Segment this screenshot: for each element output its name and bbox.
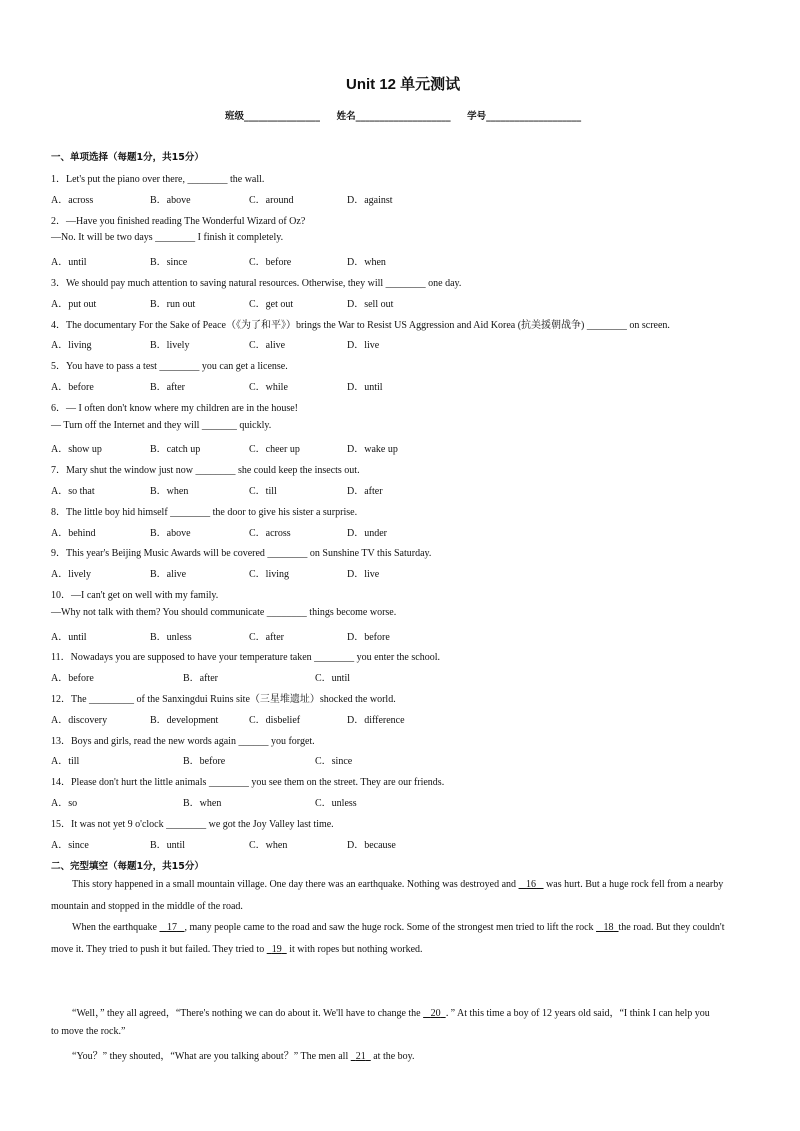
section2-heading: 二、完型填空（每题1分，共15分）: [51, 861, 204, 872]
page-title: Unit 12 单元测试: [346, 76, 461, 93]
answer-option[interactable]: B．when: [183, 798, 222, 809]
answer-option[interactable]: D．sell out: [347, 298, 394, 310]
answer-option[interactable]: B．development: [150, 714, 219, 726]
answer-option[interactable]: B．until: [150, 839, 186, 851]
blank-19[interactable]: 19: [271, 944, 282, 955]
answer-option[interactable]: D．because: [347, 839, 396, 851]
id-field[interactable]: ____________________: [486, 111, 582, 122]
answer-option[interactable]: C．unless: [315, 798, 357, 809]
id-label: 学号: [467, 111, 487, 122]
answer-option[interactable]: B．catch up: [150, 444, 201, 456]
question-stem: 3．We should pay much attention to saving natural resources. Otherwise, they will ________ one day.: [51, 278, 462, 289]
question-stem: 10．—I can't get on well with my family.: [51, 590, 219, 601]
answer-option[interactable]: B．when: [150, 486, 189, 497]
name-field[interactable]: ____________________: [355, 111, 451, 122]
answer-option[interactable]: C．living: [249, 569, 290, 581]
answer-option[interactable]: A．since: [51, 839, 89, 851]
question-stem: 9．This year's Beijing Music Awards will be covered ________ on Sunshine TV this Saturday.: [51, 548, 432, 560]
answer-option[interactable]: B．after: [183, 673, 218, 685]
answer-option[interactable]: B．alive: [150, 569, 187, 581]
cloze-paragraph-3-line-1: “Well，” they all agreed，“There's nothing we can do about it. We'll have to change the 20 ．” At this time a boy of 12 years old said，“I think I can help you: [72, 1008, 710, 1019]
question-stem: 5．You have to pass a test ________ you can get a license.: [51, 361, 288, 373]
cloze-paragraph-2-line-2: move it. They tried to push it but failed. They tried to 19 it with ropes but nothing worked.: [51, 944, 423, 955]
answer-option[interactable]: B．above: [150, 194, 191, 206]
answer-option[interactable]: A．before: [51, 673, 94, 685]
question-stem: 12．The _________ of the Sanxingdui Ruins site（三星堆遗址）shocked the world.: [51, 694, 396, 705]
answer-option[interactable]: C．till: [249, 486, 277, 497]
question-stem: 4．The documentary For the Sake of Peace（《为了和平》）brings the War to Resist US Aggression and Aid Korea (抗美援朝战争) ________ on screen.: [51, 319, 670, 331]
question-stem-line-2: — Turn off the Internet and they will _______ quickly.: [51, 419, 272, 431]
answer-option[interactable]: D．until: [347, 382, 383, 393]
question-stem: 13．Boys and girls, read the new words again ______ you forget.: [51, 735, 315, 747]
answer-option[interactable]: D．live: [347, 340, 380, 352]
answer-option[interactable]: A．so that: [51, 486, 95, 497]
question-stem: 15．It was not yet 9 o'clock ________ we got the Joy Valley last time.: [51, 818, 334, 830]
answer-option[interactable]: B．above: [150, 527, 191, 539]
cloze-paragraph-1-line-2: mountain and stopped in the middle of the road.: [51, 901, 243, 912]
answer-option[interactable]: C．since: [315, 756, 353, 768]
answer-option[interactable]: A．show up: [51, 444, 102, 456]
answer-option[interactable]: D．difference: [347, 714, 405, 726]
answer-option[interactable]: B．run out: [150, 298, 196, 310]
answer-option[interactable]: D．against: [347, 194, 393, 206]
answer-option[interactable]: C．while: [249, 382, 288, 393]
answer-option[interactable]: C．across: [249, 527, 291, 539]
answer-option[interactable]: A．till: [51, 756, 80, 768]
answer-option[interactable]: C．around: [249, 194, 294, 206]
answer-option[interactable]: A．until: [51, 257, 87, 269]
answer-option[interactable]: A．across: [51, 194, 94, 206]
question-stem: 11．Nowadays you are supposed to have your temperature taken ________ you enter the school.: [51, 652, 440, 664]
answer-option[interactable]: C．after: [249, 631, 284, 643]
question-stem: 8．The little boy hid himself ________ the door to give his sister a surprise.: [51, 506, 358, 518]
question-stem-line-2: —No. It will be two days ________ I finish it completely.: [51, 232, 284, 244]
blank-17[interactable]: 17: [166, 922, 177, 933]
cloze-paragraph-1-line-1: This story happened in a small mountain village. One day there was an earthquake. Nothing was destroyed and 16 was hurt. But a huge rock fell from a nearby: [72, 879, 724, 890]
answer-option[interactable]: B．unless: [150, 631, 192, 643]
answer-option[interactable]: A．until: [51, 631, 87, 643]
answer-option[interactable]: A．so: [51, 798, 78, 809]
answer-option[interactable]: A．behind: [51, 527, 96, 539]
question-stem: 14．Please don't hurt the little animals ________ you see them on the street. They are our friends.: [51, 777, 445, 789]
header-fields: [225, 108, 581, 122]
answer-option[interactable]: D．after: [347, 486, 383, 497]
answer-option[interactable]: C．get out: [249, 298, 294, 310]
question-stem: 1．Let's put the piano over there, ________ the wall.: [51, 174, 265, 185]
blank-20[interactable]: 20: [430, 1008, 441, 1019]
answer-option[interactable]: C．cheer up: [249, 444, 300, 456]
answer-option[interactable]: D．wake up: [347, 444, 398, 456]
question-stem: 7．Mary shut the window just now ________ she could keep the insects out.: [51, 465, 360, 477]
question-stem: 2．—Have you finished reading The Wonderful Wizard of Oz?: [51, 215, 306, 227]
answer-option[interactable]: C．disbelief: [249, 714, 301, 726]
answer-option[interactable]: C．when: [249, 839, 288, 851]
answer-option[interactable]: D．when: [347, 257, 386, 269]
answer-option[interactable]: A．lively: [51, 569, 91, 581]
answer-option[interactable]: C．alive: [249, 340, 286, 352]
name-label: 姓名: [336, 111, 356, 122]
answer-option[interactable]: C．until: [315, 673, 351, 685]
answer-option[interactable]: D．before: [347, 631, 390, 643]
cloze-paragraph-4-line-1: “You？” they shouted，“What are you talking about？” The men all 21 at the boy.: [72, 1051, 415, 1062]
blank-18[interactable]: 18: [603, 922, 614, 933]
question-stem-line-2: —Why not talk with them? You should communicate ________ things become worse.: [51, 606, 397, 618]
answer-option[interactable]: C．before: [249, 257, 292, 269]
answer-option[interactable]: B．lively: [150, 340, 190, 352]
class-label: 班级: [225, 111, 245, 122]
answer-option[interactable]: B．since: [150, 257, 188, 269]
section1-heading: 一、单项选择（每题1分，共15分）: [51, 152, 204, 163]
question-stem: 6．— I often don't know where my children are in the house!: [51, 402, 299, 414]
answer-option[interactable]: D．under: [347, 527, 387, 539]
blank-16[interactable]: 16: [526, 879, 537, 890]
answer-option[interactable]: D．live: [347, 569, 380, 581]
blank-21[interactable]: 21: [355, 1051, 366, 1062]
cloze-paragraph-3-line-2: to move the rock.”: [51, 1026, 126, 1037]
answer-option[interactable]: B．after: [150, 382, 185, 393]
answer-option[interactable]: A．discovery: [51, 714, 108, 726]
answer-option[interactable]: A．living: [51, 340, 92, 352]
answer-option[interactable]: B．before: [183, 756, 226, 768]
cloze-paragraph-2-line-1: When the earthquake 17 , many people came to the road and saw the huge rock. Some of the strongest men tried to lift the rock 18 the road. But they couldn't: [72, 922, 725, 933]
class-field[interactable]: ________________: [244, 111, 321, 122]
answer-option[interactable]: A．before: [51, 382, 94, 393]
answer-option[interactable]: A．put out: [51, 298, 97, 310]
